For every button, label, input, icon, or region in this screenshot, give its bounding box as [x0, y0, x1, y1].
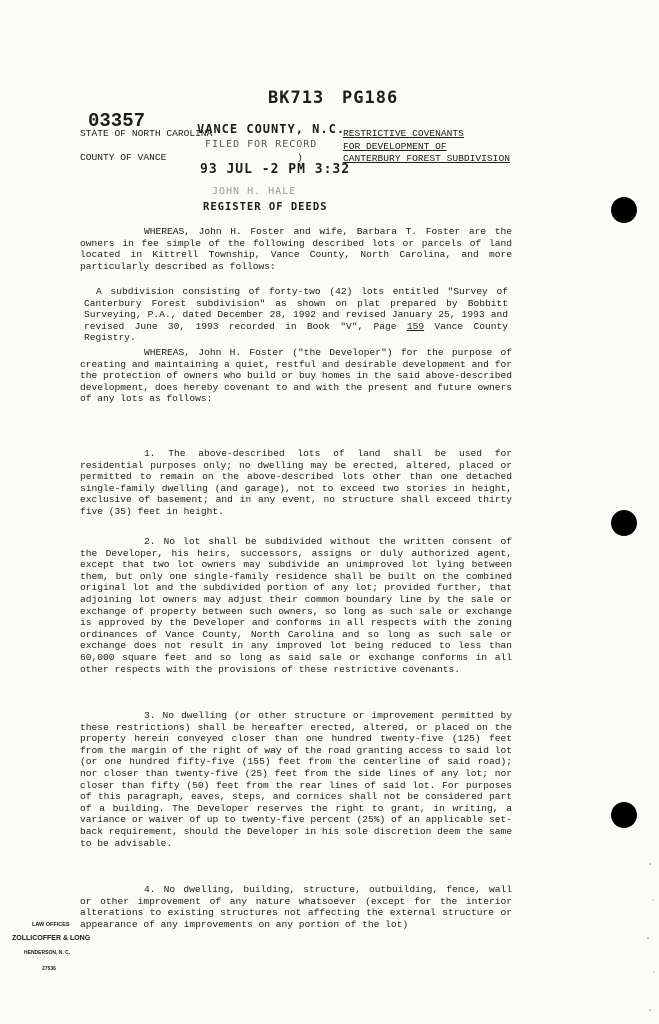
covenant-2-paragraph: 2. No lot shall be subdivided without the written consent of the Developer, his heirs, successors, assigns or duly authorized agent, except that two lot owners may subdivide an unimproved lot lying between them, but only one single-family residence shall be built on the combined original lot and the subdivided portion of any lot; provided further, that adjoining lot owners may adjust their common boundary line by the sale or exchange of property between such owners, so long as such sale or exchange is approved by the Developer and conforms in all respects with the zoning ordinances of Vance County, North Carolina and so long as such sale or exchange does not result in any improved lot being reduced to less than 60,000 square feet and so long as said sale or exchange conforms in all other respects with the provisions of these restrictive covenants.: [80, 536, 512, 675]
filed-stamp: FILED FOR RECORD: [205, 139, 318, 150]
covenant-1-paragraph: 1. The above-described lots of land shall be used for residential purposes only; no dwelling may be erected, altered, placed or permitted to remain on the above-described lots other than one detached single-family dwelling (and garage), not to exceed two stories in height, exclusive of basement; and in any event, no structure shall exceed thirty five (35) feet in height.: [80, 448, 512, 517]
register-name-stamp: JOHN H. HALE: [212, 186, 297, 197]
punch-hole-middle: [611, 510, 637, 536]
scan-specks: [620, 860, 658, 1024]
title-line-3: CANTERBURY FOREST SUBDIVISION: [343, 153, 510, 164]
title-line-1: RESTRICTIVE COVENANTS: [343, 128, 464, 139]
document-number: 03357: [88, 110, 146, 132]
county-heading: COUNTY OF VANCE: [80, 152, 167, 163]
register-of-deeds-stamp: REGISTER OF DEEDS: [203, 201, 328, 213]
plat-page-number: 159: [406, 320, 425, 332]
caption-paren: ): [297, 152, 303, 163]
covenant-3-paragraph: 3. No dwelling (or other structure or improvement permitted by these restrictions) shall be hereafter erected, altered, or placed on the property herein conveyed closer than one hundred twenty-five (125) feet from the margin of the right of way of the road granting access to said lot (or one hundred fifty-five (155) feet from the centerline of said road); nor closer than twenty-five (25) feet from the side lines of any lot; nor closer than fifty (50) feet from the rear lines of said lot. For purposes of this paragraph, eaves, steps, and cornices shall not be considered part of a building. The Developer reserves the right to grant, in writing, a variance or waiver of up to twenty-five percent (25%) of an applicable set-back requirement, should the Developer in his sole discretion deem the same to be advisable.: [80, 710, 512, 849]
book-number: BK713: [268, 88, 325, 108]
filing-date-stamp: 93 JUL -2 PM 3:32: [200, 162, 351, 177]
punch-hole-top: [611, 197, 637, 223]
law-offices-label: LAW OFFICES: [32, 922, 70, 928]
punch-hole-bottom: [611, 802, 637, 828]
title-line-2: FOR DEVELOPMENT OF: [343, 141, 447, 152]
law-firm-zip: 27536: [42, 966, 56, 972]
law-firm-name: ZOLLICOFFER & LONG: [12, 935, 91, 942]
county-stamp: VANCE COUNTY, N.C.: [197, 122, 346, 136]
law-firm-city: HENDERSON, N. C.: [24, 950, 71, 956]
whereas-owners-paragraph: WHEREAS, John H. Foster and wife, Barbara T. Foster are the owners in fee simple of the following described lots or parcels of land located in Kittrell Township, Vance County, North Carolina, and more particularly described as follows:: [80, 226, 512, 272]
whereas-developer-paragraph: WHEREAS, John H. Foster ("the Developer") for the purpose of creating and maintaining a quiet, restful and desirable development and for the protection of owners who build or buy homes in the said above-described development, does hereby covenant to and with the present and future owners of any lots as follows:: [80, 347, 512, 405]
covenant-4-paragraph: 4. No dwelling, building, structure, outbuilding, fence, wall or other improvement of any nature whatsoever (except for the interior alterations to existing structures not affecting the external structure or appearance of any improvements on any portion of the lot): [80, 884, 512, 930]
state-heading: STATE OF NORTH CAROLINA: [80, 128, 213, 139]
subdivision-description: A subdivision consisting of forty-two (42) lots entitled "Survey of Canterbury Forest subdivision" as shown on plat prepared by Bobbitt Surveying, P.A., dated December 28, 1992 and revised January 25, 1993 and revised June 30, 1993 recorded in Book "V", Page 159 Vance County Registry.: [84, 286, 509, 344]
page-number: PG186: [342, 88, 399, 108]
